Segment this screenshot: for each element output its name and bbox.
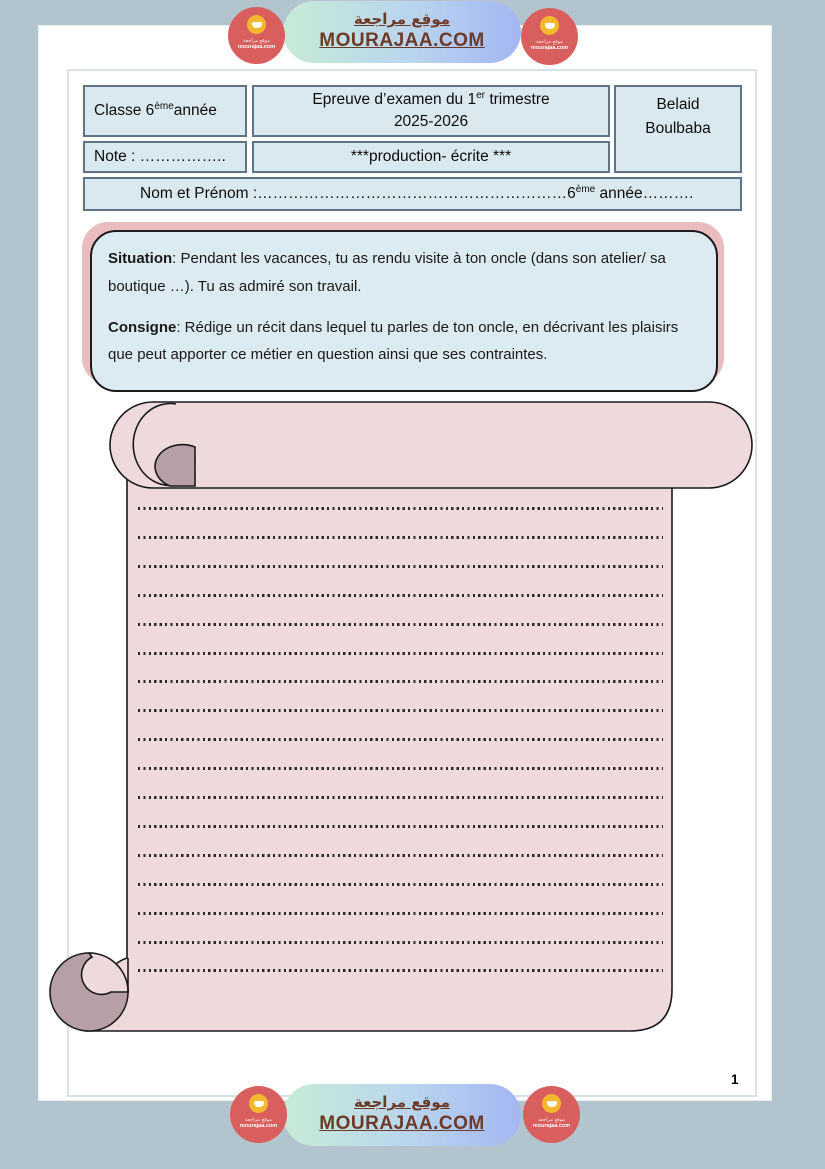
scroll-top-roll [110,402,752,488]
writing-line [138,883,663,886]
writing-line [138,825,663,828]
badge-arabic-label: موقع مراجعة [243,38,270,44]
writing-line [138,969,663,972]
footer-domain-title: MOURAJAA.COM [319,1113,485,1135]
footer-right-logo-badge [523,1086,580,1143]
writing-line [138,565,663,568]
writing-line [138,854,663,857]
writing-line [138,912,663,915]
table-cell-classe: Classe 6èmeannée [83,85,247,137]
badge-domain-label: mourajaa.com [532,1123,571,1129]
book-icon [249,1094,268,1113]
header-domain-title: MOURAJAA.COM [319,30,485,52]
writing-line [138,680,663,683]
header-left-logo-badge [228,7,285,64]
footer-brand-pill [283,1084,521,1146]
book-icon [542,1094,561,1113]
badge-domain-label: mourajaa.com [530,45,569,51]
writing-line [138,594,663,597]
header-brand-pill [283,1,521,63]
writing-line [138,623,663,626]
table-cell-teacher: Belaid Boulbaba [614,85,742,173]
writing-line [138,767,663,770]
book-icon [247,15,266,34]
writing-line [138,709,663,712]
writing-line [138,738,663,741]
header-arabic-title: موقع مراجعة [353,10,451,29]
writing-line [138,536,663,539]
scroll-bottom-curl-flap [82,953,128,994]
table-cell-student-name: Nom et Prénom :……………………………………………………6ème année………. [83,177,742,211]
badge-domain-label: mourajaa.com [239,1123,278,1129]
footer-arabic-title: موقع مراجعة [353,1093,451,1112]
table-cell-production-title: ***production- écrite *** [252,141,610,173]
consigne-paragraph: Consigne: Rédige un récit dans lequel tu parles de ton oncle, en décrivant les plaisirs que peut apporter ce métier en question ainsi que ses contraintes. [108,318,679,364]
footer-left-logo-badge [230,1086,287,1143]
writing-line [138,652,663,655]
writing-line [138,507,663,510]
table-cell-note: Note : …………….. [83,141,247,173]
header-right-logo-badge [521,8,578,65]
page-number: 1 [731,1072,739,1087]
book-icon [540,16,559,35]
badge-arabic-label: موقع مراجعة [538,1117,565,1123]
scroll-body [86,462,672,1031]
badge-arabic-label: موقع مراجعة [536,39,563,45]
badge-arabic-label: موقع مراجعة [245,1117,272,1123]
writing-line [138,796,663,799]
situation-paragraph: Situation: Pendant les vacances, tu as rendu visite à ton oncle (dans son atelier/ sa boutique …). Tu as admiré son travail. [108,250,666,295]
situation-label: Situation [108,250,173,267]
writing-line [138,941,663,944]
consigne-label: Consigne [108,318,177,336]
badge-domain-label: mourajaa.com [237,44,276,50]
table-cell-epreuve: Epreuve d’examen du 1er trimestre 2025-2026 [252,85,610,137]
